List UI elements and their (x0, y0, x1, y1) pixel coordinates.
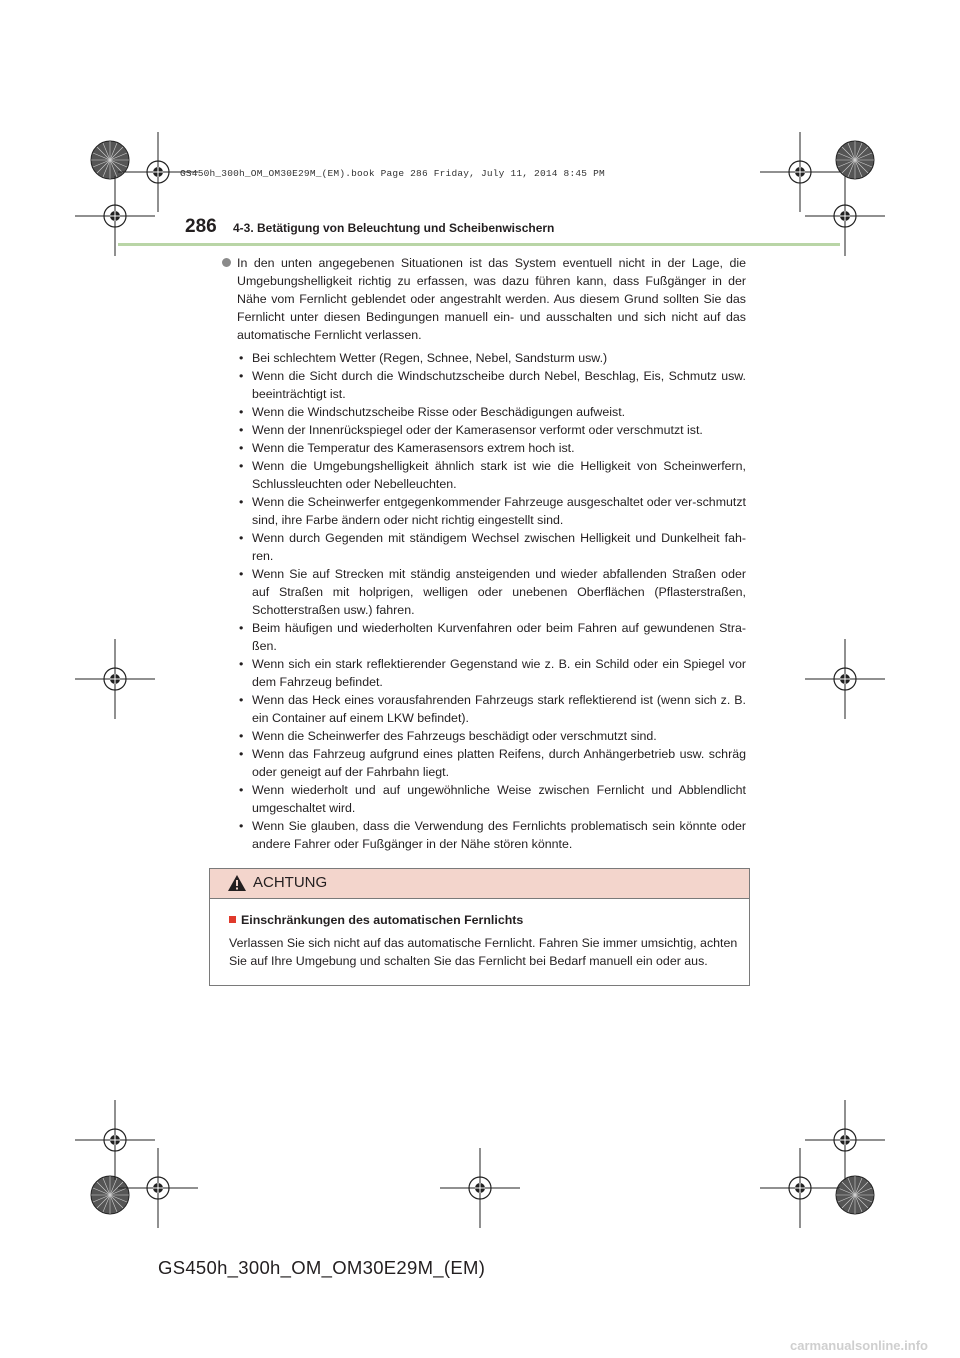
list-item: • Wenn die Scheinwerfer des Fahrzeugs beschädigt oder verschmutzt sind. (239, 729, 657, 743)
list-item: • Wenn durch Gegenden mit ständigem Wechsel zwischen Helligkeit und Dunkelheit fah-ren. (239, 531, 746, 563)
bullet-icon: • (239, 729, 244, 743)
list-item: • Beim häufigen und wiederholten Kurvenfahren oder beim Fahren auf gewundenen Stra-ßen. (239, 621, 746, 653)
bullet-icon: • (239, 747, 244, 761)
warning-header (210, 869, 749, 899)
bullet-icon: • (239, 369, 244, 383)
warning-body (210, 899, 749, 970)
list-item: • Wenn die Umgebungshelligkeit ähnlich stark ist wie die Helligkeit von Scheinwerfern, Schlussleuchten oder Nebelleuchten. (239, 459, 746, 491)
bullet-icon: • (239, 621, 244, 635)
bullet-icon: • (239, 783, 244, 797)
warning-box (209, 868, 750, 986)
lead-paragraph (222, 254, 746, 344)
bullet-icon: • (239, 495, 244, 509)
list-item: • Wenn sich ein stark reflektierender Gegenstand wie z. B. ein Schild oder ein Spiegel vor dem Fahrzeug befindet. (239, 657, 746, 689)
header-rule (118, 243, 840, 246)
square-bullet-icon (229, 916, 236, 923)
warning-text: Verlassen Sie sich nicht auf das automatische Fernlicht. Fahren Sie immer umsichtig, achten Sie auf Ihre Umgebung und schalten Sie das Fernlicht bei Bedarf manuell ein oder aus. (229, 936, 738, 968)
lead-text: In den unten angegebenen Situationen ist das System eventuell nicht in der Lage, die Umgebungshelligkeit richtig zu erfassen, was dazu führen kann, dass Fußgänger in der Nähe vom Fernlicht geblendet oder angestrahlt werden. Aus diesem Grund sollten Sie das Fernlicht unter diesen Bedingungen manuell ein- und ausschalten und sich nicht auf das automatische Fernlicht verlassen. (237, 256, 746, 342)
list-item: • Wenn die Temperatur des Kamerasensors extrem hoch ist. (239, 441, 575, 455)
list-item: • Wenn die Sicht durch die Windschutzscheibe durch Nebel, Beschlag, Eis, Schmutz usw. beeinträchtigt ist. (239, 369, 746, 401)
bullet-icon: • (239, 693, 244, 707)
bullet-icon: • (239, 459, 244, 473)
section-title: 4-3. Betätigung von Beleuchtung und Scheibenwischern (233, 221, 555, 235)
conditions-list (237, 349, 746, 853)
bullet-icon: • (239, 423, 244, 437)
bullet-icon: • (239, 819, 244, 833)
bullet-icon: • (239, 567, 244, 581)
bullet-icon: • (239, 351, 244, 365)
warning-label: ACHTUNG (253, 874, 328, 891)
list-item: • Wenn die Windschutzscheibe Risse oder Beschädigungen aufweist. (239, 405, 626, 419)
list-item: • Wenn der Innenrückspiegel oder der Kamerasensor verformt oder verschmutzt ist. (239, 423, 703, 437)
list-item: • Wenn das Fahrzeug aufgrund eines platten Reifens, durch Anhängerbetrieb usw. schräg oder geneigt auf der Fahrbahn liegt. (239, 747, 746, 779)
warning-triangle-icon (227, 874, 247, 892)
list-item: • Bei schlechtem Wetter (Regen, Schnee, Nebel, Sandsturm usw.) (239, 351, 608, 365)
bullet-icon: • (239, 441, 244, 455)
bullet-icon: • (239, 657, 244, 671)
watermark: carmanualsonline.info (790, 1338, 928, 1353)
list-item: • Wenn die Scheinwerfer entgegenkommender Fahrzeuge ausgeschaltet oder ver-schmutzt sind, ihre Farbe ändern oder nicht richtig eingestellt sind. (239, 495, 746, 527)
page-number: 286 (185, 216, 217, 237)
book-info: GS450h_300h_OM_OM30E29M_(EM).book Page 286 Friday, July 11, 2014 8:45 PM (180, 168, 605, 179)
list-item: • Wenn wiederholt und auf ungewöhnliche Weise zwischen Fernlicht und Abblendlicht umgeschaltet wird. (239, 783, 746, 815)
footer-code: GS450h_300h_OM_OM30E29M_(EM) (158, 1257, 486, 1278)
list-item: • Wenn das Heck eines vorausfahrenden Fahrzeugs stark reflektierend ist (wenn sich z. B. ein Container auf einem LKW befindet). (239, 693, 746, 725)
circle-bullet-icon (222, 258, 231, 267)
list-item: • Wenn Sie auf Strecken mit ständig ansteigenden und wieder abfallenden Straßen oder auf Straßen mit holprigen, welligen oder unebenen Oberflächen (Pflasterstraßen, Schotterstraßen usw.) fahren. (239, 567, 746, 617)
main-content (222, 254, 746, 853)
warning-subtitle: Einschränkungen des automatischen Fernlichts (229, 911, 739, 929)
bullet-icon: • (239, 531, 244, 545)
list-item: • Wenn Sie glauben, dass die Verwendung des Fernlichts problematisch sein könnte oder andere Fahrer oder Fußgänger in der Nähe stören könnte. (239, 819, 746, 851)
bullet-icon: • (239, 405, 244, 419)
